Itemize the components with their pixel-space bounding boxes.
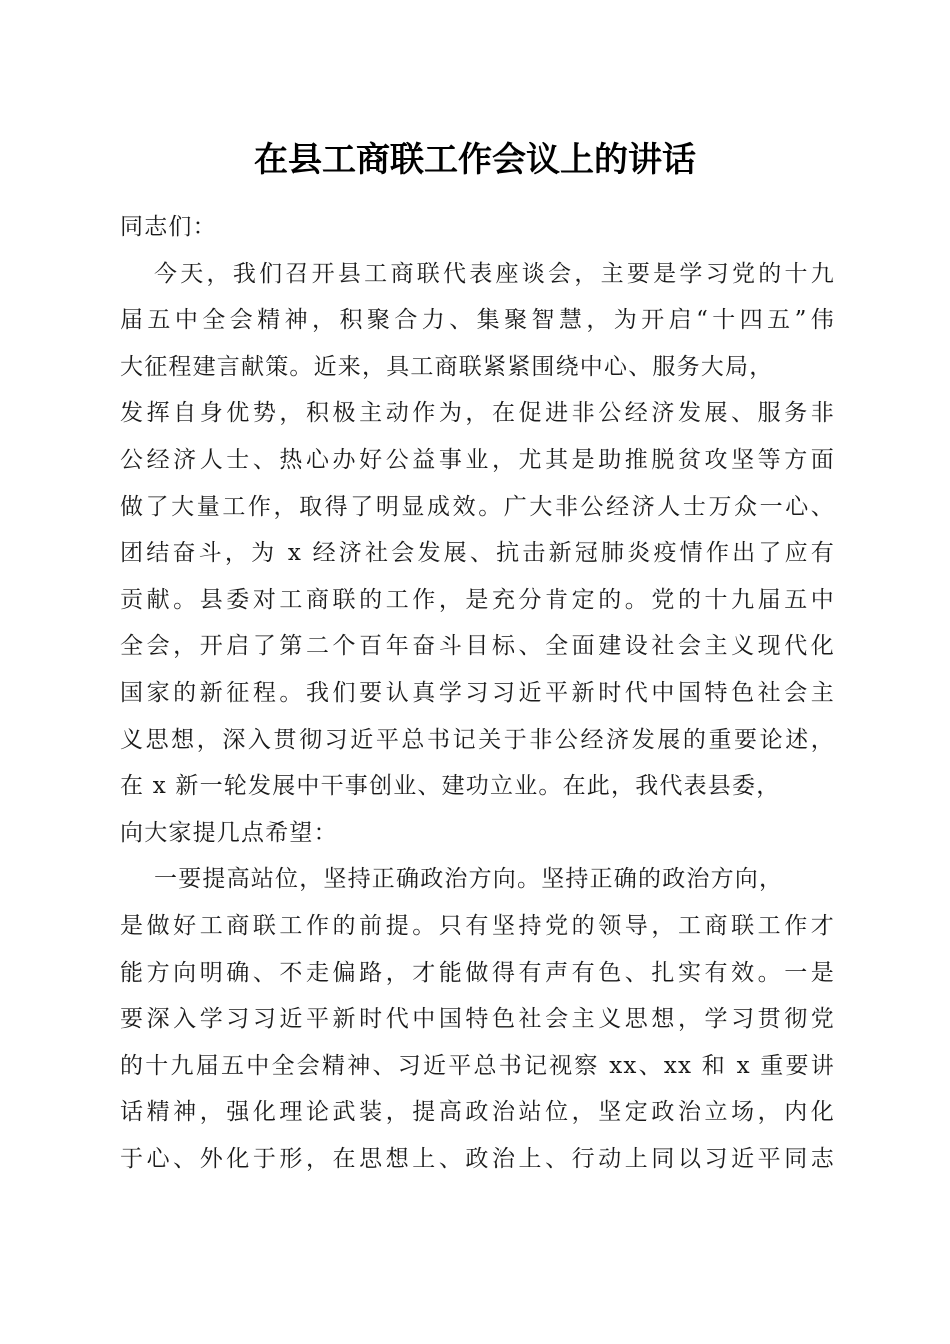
text-line: 届五中全会精神，积聚合力、集聚智慧，为开启“十四五”伟 xyxy=(120,307,835,334)
text-line: 公经济人士、热心办好公益事业，尤其是助推脱贫攻坚等方面 xyxy=(120,446,835,473)
text-line: 的十九届五中全会精神、习近平总书记视察 xx、xx 和 x 重要讲 xyxy=(120,1052,835,1079)
text-line: 贡献。县委对工商联的工作，是充分肯定的。党的十九届五中 xyxy=(120,586,835,613)
text-line: 发挥自身优势，积极主动作为，在促进非公经济发展、服务非 xyxy=(120,400,835,427)
text-line: 于心、外化于形，在思想上、政治上、行动上同以习近平同志 xyxy=(120,1145,835,1172)
document-title: 在县工商联工作会议上的讲话 xyxy=(254,140,696,180)
text-line: 话精神，强化理论武装，提高政治站位，坚定政治立场，内化 xyxy=(120,1099,835,1126)
document-body xyxy=(120,204,835,1182)
text-line: 要深入学习习近平新时代中国特色社会主义思想，学习贯彻党 xyxy=(120,1006,835,1033)
text-line: 能方向明确、不走偏路，才能做得有声有色、扎实有效。一是 xyxy=(120,959,835,986)
text-line: 在 x 新一轮发展中干事创业、建功立业。在此，我代表县委， xyxy=(120,773,781,800)
text-line: 团结奋斗，为 x 经济社会发展、抗击新冠肺炎疫情作出了应有 xyxy=(120,540,835,567)
text-line: 做了大量工作，取得了明显成效。广大非公经济人士万众一心、 xyxy=(120,493,835,520)
text-line: 全会，开启了第二个百年奋斗目标、全面建设社会主义现代化 xyxy=(120,633,835,660)
text-line: 一要提高站位，坚持正确政治方向。坚持正确的政治方向， xyxy=(154,866,784,893)
body-paragraphs xyxy=(120,251,835,1183)
text-line: 义思想，深入贯彻习近平总书记关于非公经济发展的重要论述， xyxy=(120,726,835,753)
text-line: 大征程建言献策。近来，具工商联紧紧围绕中心、服务大局， xyxy=(120,353,774,380)
salutation: 同志们： xyxy=(120,214,217,240)
text-line: 是做好工商联工作的前提。只有坚持党的领导，工商联工作才 xyxy=(120,912,835,939)
text-line: 向大家提几点希望： xyxy=(120,819,338,846)
text-line: 今天，我们召开县工商联代表座谈会，主要是学习党的十九 xyxy=(154,260,835,287)
text-line: 国家的新征程。我们要认真学习习近平新时代中国特色社会主 xyxy=(120,679,835,706)
